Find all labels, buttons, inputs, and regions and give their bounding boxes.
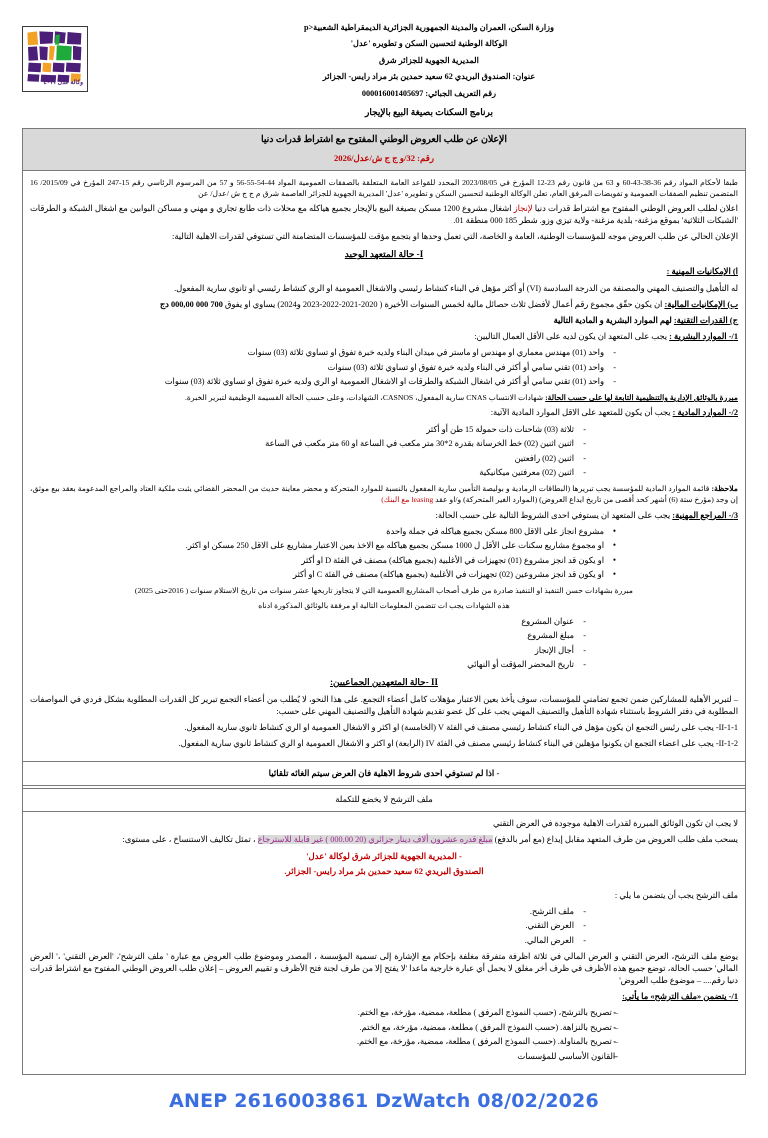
- professional-capacity-heading: [30, 266, 738, 278]
- document-body-lower: [23, 812, 745, 1074]
- professional-capacity-text: له التأهيل والتصنيف المهني والمصنفة من الدرجة السادسة (VI) أو أكثر مؤهل في البناء كنشاط رئيسي والاشغال العمومية او الري كنشاط رئيسي او ثانوي سارية المفعول.: [174, 283, 738, 293]
- regional-direction-line: المديرية الجهوية للجزائر شرق: [379, 55, 479, 65]
- announcement-object-paragraph: [30, 203, 738, 227]
- human-resources-label: 1/- الموارد البشرية :: [669, 332, 738, 342]
- withdrawal-fee-lead: يسحب ملف طلب العروض من طرف المتعهد مقابل إيداع (مع أمر بالدفع): [494, 834, 738, 844]
- anep-footer: [0, 1088, 768, 1116]
- document-body: [23, 171, 745, 761]
- candidacy-content-list: [150, 1007, 618, 1063]
- program-line: برنامج السكنات بصيغة البيع بالإيجار: [365, 107, 493, 118]
- professional-references-list: [150, 526, 618, 582]
- list-item: - ملف الترشح.: [180, 906, 588, 918]
- list-item: - العرض التقني.: [180, 920, 588, 932]
- professional-capacity-label: ا) الإمكانيات المهنية :: [666, 267, 738, 277]
- list-item: - عنوان المشروع: [180, 616, 588, 628]
- material-resources-note-text: قائمة الموارد المادية للمؤسسة يجب تبريرها (البطاقات الرمادية و بوليصة التأمين سارية المفعول بالنسبة للموارد المتحركة و محضر معاينة حديث من المحضر القضائي يثبت ملكية العتاد والمراجع المدعومة بعقد بيع موثق، إن وجد (مؤرخ ستة (6) أشهر كحد أقصى من تاريخ ايداع العروض) (الموارد الغير المتحركة) و/او عقد: [30, 484, 738, 505]
- anep-footer-text: ANEP 2616003861 DzWatch 08/02/2026: [169, 1090, 599, 1113]
- financial-capacity-text: ان يكون حقّق مجموع رقم أعمال لأفضل ثلاث حصائل مالية لخمس السنوات الأخيرة ( 2020-2021-2022-2023 و2024) يساوي او يفوق: [224, 299, 663, 309]
- list-item: - -القانون الأساسي للمؤسسات: [150, 1051, 618, 1063]
- candidacy-content-label: 1/- يتضمن «ملف الترشح» ما يأتي:: [622, 991, 738, 1001]
- technical-capacity-paragraph: [30, 315, 738, 327]
- project-info-list: [180, 616, 588, 672]
- list-item: - العرض المالي.: [180, 935, 588, 947]
- candidacy-file-list: [180, 906, 588, 947]
- eligibility-warning-band: - اذا لم تستوفي احدى شروط الاهلية فان العرض سيتم الغائه تلقائيا: [23, 761, 745, 785]
- material-resources-note-label: ملاحظة:: [711, 484, 738, 494]
- human-resources-text: يجب على المتعهد ان يكون لديه على الأقل العمال التاليين:: [474, 332, 668, 342]
- list-item: • او يكون قد انجز مشروع (01) تجهيزات في الأغلبية (بجميع هياكله) مصنف في الفئة D او أكثر: [150, 555, 618, 567]
- technical-capacity-text: لهم الموارد البشرية و المادية التالية: [553, 315, 672, 325]
- material-resources-list: [180, 424, 588, 480]
- list-item: - – تصريح بالترشح، (حسب النموذج المرفق ) مطلعة، ممضية، مؤرخة، مع الختم.: [150, 1007, 618, 1019]
- header-address-line: عنوان: الصندوق البريدي 62 سعيد حمدين بئر مراد رايس- الجزائر: [322, 72, 536, 82]
- group-bidders-paragraph-3: II-1-2- يجب على اعضاء التجمع ان يكونوا مؤهلين في البناء كنشاط رئيسي مصنف في الفئة IV (الرابعة) او اكثر و الاشغال العمومية او الري كنشاط ثانوي سارية المفعول.: [178, 739, 738, 749]
- list-item: • او يكون قد انجز مشروعين (02) تجهيزات في الأغلبية (بجميع هياكله) مصنف في الفئة C او أكثر: [150, 569, 618, 581]
- list-item: - اثنين اثنين (02) خط الخرسانة بقدرة 2*30 متر مكعب في الساعة او 60 متر مكعب في الساعة: [180, 438, 588, 450]
- announcement-object-rest: اشغال مشروع 1200 مسكن بصيغة البيع بالإيجار بجميع هياكله مع محلات ذات طابع تجاري و مهني و مساكن البوابين مع اشغال الشبكة و الطرقات 'الشبكات الثلاثية' بموقع مزغنة- بلدية مزغنة- ولاية تيزي وزو. شطر 185 000 منطقة 01.: [30, 204, 738, 226]
- logo-caption: وكالة عدل ٤٠١١: [43, 80, 83, 87]
- withdrawal-fee-paragraph: [30, 834, 738, 846]
- material-resources-note: [30, 483, 738, 505]
- technical-offer-note: لا يجب ان تكون الوثائق المبررة لقدرات الاهلية موجودة في العرض التقني: [492, 818, 738, 828]
- announcement-object-lead: اعلان لطلب العروض الوطني المفتوح مع اشتراط قدرات دنيا: [534, 204, 738, 214]
- candidacy-file-intro: ملف الترشح يجب أن يتضمن ما يلي :: [614, 890, 738, 900]
- header-text-block: [24, 22, 744, 120]
- financial-capacity-amount: 700 000 000,00 دج: [159, 299, 223, 309]
- withdrawal-address-line-1: - المديرية الجهوية للجزائر شرق لوكالة 'عدل': [306, 850, 462, 861]
- announcement-object-highlight: لإنجاز: [513, 204, 533, 214]
- list-item: - واحد (01) مهندس معماري او مهندس او ماستر في ميدان البناء ولديه خبرة تفوق او تساوي ثلاثة (03) سنوات: [150, 347, 618, 359]
- section-1-heading: I- حالة المتعهد الوحيد: [344, 249, 424, 260]
- leasing-highlight: leasing مع البنك): [381, 495, 434, 505]
- tax-id-line: رقم التعريف الجبائي: 000016001405697: [361, 88, 497, 98]
- candidacy-content-heading: [30, 991, 738, 1003]
- human-resources-list: [150, 347, 618, 388]
- logo-mosaic: [25, 29, 85, 89]
- professional-references-note: هذه الشهادات يجب ات تتضمن المعلومات التالية او مرفقة بالوثائق المذكورة ادناه: [258, 601, 510, 611]
- list-item: • مشروع انجاز على الاقل 800 مسكن بجميع هياكله في جملة واحدة: [150, 526, 618, 538]
- professional-references-label: 3/- المراجع المهنية:: [672, 510, 738, 520]
- professional-references-paragraph: [30, 510, 738, 522]
- list-item: - واحد (01) تقني سامي أو أكثر في البناء ولديه خبرة تفوق او تساوي ثلاثة (03) سنوات: [150, 362, 618, 374]
- human-resources-note-text: شهادات الانتساب CNAS سارية المفعول، CASNOS، الشهادات، وعلى حسب الحالة القسيمة الوظيفية لتبرير الخبرة.: [184, 393, 544, 403]
- announcement-title-bar: [23, 129, 745, 171]
- technical-capacity-label: ج) القدرات التقنية:: [673, 315, 738, 325]
- document-frame: [22, 128, 746, 1075]
- announcement-reference: رقم: 32/و ج ج ش/عدل/2026: [333, 152, 434, 163]
- human-resources-note-label: مبررة بالوثائق الإدارية والتنظيمية التابعة لها على حسب الحالة:: [545, 393, 738, 403]
- section-2-heading: II -حالة المتعهدين الجماعيين:: [329, 677, 438, 688]
- legal-basis-paragraph: طبقا لأحكام المواد رقم 36-38-43-60 و 63 من قانون رقم 23-12 المؤرخ في 2023/08/05 المحدد للقواعد العامة المتعلقة بالصفقات العمومية المواد 44-54-55-56 و 57 من المرسوم الرئاسي رقم 15-247 المؤرخ في 2015/09/ 16 المتضمن تنظيم الصفقات العمومية و تفويضات المرفق العام، تعلن الوكالة الوطنية لتحسين السكن و تطويره 'عدل' المديرية الجهوية للجزائر العاصمة شرق م ج ج ش /عدل/ عن: [30, 178, 738, 199]
- list-item: • او مجموع مشاريع سكنات على الأقل ل 1000 مسكن بجميع هياكله مع الاخذ بعين الاعتبار مشاريع على الاقل 250 مسكن او اكثر.: [150, 540, 618, 552]
- list-item: - مبلغ المشروع: [180, 630, 588, 642]
- professional-references-text: يجب على المتعهد ان يستوفي احدى الشروط التالية على حسب الحالة:: [435, 510, 671, 520]
- human-resources-note: [30, 392, 738, 403]
- announcement-title: الإعلان عن طلب العروض الوطني المفتوح مع اشتراط قدرات دنيا: [261, 135, 507, 145]
- agency-line: الوكالة الوطنية لتحسين السكن و تطويره 'عدل': [350, 39, 508, 49]
- announcement-scope-paragraph: الإعلان الحالي عن طلب العروض موجه للمؤسسات الوطنية، العامة و الخاصة، التي تعمل وحدها او بتجمع مؤقت للمؤسسات المتضامنة التي تستوفي لقدرات الاهلية التالية:: [172, 232, 738, 242]
- candidacy-file-band: ملف الترشح لا يخضع للتكملة: [23, 788, 745, 812]
- list-item: - ثلاثة (03) شاحنات ذات حمولة 15 طن أو أكثر: [180, 424, 588, 436]
- list-item: - تاريخ المحضر المؤقت أو النهائي: [180, 659, 588, 671]
- group-bidders-paragraph-2: II-1-1- يجب على رئيس التجمع ان يكون مؤهل في البناء كنشاط رئيسي مصنف في الفئة V (الخامسة) او اكثر و الاشغال العمومية او الري كنشاط ثانوي سارية المفعول.: [184, 723, 738, 733]
- list-item: - – تصريح بالنزاهة. (حسب النموذج المرفق ) مطلعة، ممضية، مؤرخة، مع الختم.: [150, 1022, 618, 1034]
- document-header: [0, 0, 768, 128]
- envelope-placement-paragraph: يوضع ملف الترشح، العرض التقني و العرض المالي في ثلاثة اظرفة متفرقة مغلفة بإحكام مع الإشارة إلى تسمية المؤسسة ، المصدر وموضوع طلب العروض مع عبارة ' ملف الترشح'، 'العرض التقني' ،' العرض المالي' حسب الحالة، توضع جميع هذه الأظرف في ظرف أخر مغلق لا يحمل أي عبارة خارجية ماعدا 'لا يفتح إلا من طرف لجنة فتح الأظرف و تقييم العروض – إعلان طلب العروض الوطني المفتوح مع اشتراط قدرات دنيا رقم.... – موضوع طلب العروض': [30, 951, 738, 985]
- human-resources-paragraph: [30, 331, 738, 343]
- material-resources-label: 2/- الموارد المادية :: [672, 408, 738, 418]
- material-resources-text: يجب أن يكون للمتعهد على الاقل الموارد المادية الآتية:: [490, 408, 671, 418]
- material-resources-paragraph: [30, 407, 738, 419]
- list-item: - أجال الإنجاز: [180, 645, 588, 657]
- financial-capacity-label: ب) الإمكانيات المالية:: [664, 299, 738, 309]
- withdrawal-address-line-2: الصندوق البريدي 62 سعيد حمدين بئر مراد رايس- الجزائر.: [284, 866, 484, 877]
- list-item: - واحد (01) تقني سامي أو أكثر في اشغال الشبكة والطرقات او الاشغال العمومية او الري ولديه خبرة تفوق او تساوي ثلاثة (03) سنوات: [150, 376, 618, 388]
- list-item: - – تصريح بالمناولة. (حسب النموذج المرفق ) مطلعة، ممضية، مؤرخة، مع الختم.: [150, 1036, 618, 1048]
- group-bidders-paragraph-1: – لتبرير الأهلية للمشاركين ضمن تجمع تضامني للمؤسسات، سوف يأخذ بعين الاعتبار مؤهلات كامل أعضاء التجمع. على هذا النحو، لا يُطلب من أعضاء التجمع تبرير كل القدرات المطلوبة بشكل فردي في المواصفات المطلوبة في دفتر الشروط باستثناء شهادة التأهيل والتصنيف المهني يجب على كل عضو تقديم شهادة التأهيل والتصنيف المهني على حسب:: [30, 695, 738, 717]
- list-item: - اثنين (02) معرفتين ميكانيكية: [180, 467, 588, 479]
- professional-references-justification: مبررة بشهادات حسن التنفيذ او التنفيذ صادرة من طرف أصحاب المشاريع العمومية التي لا يتجاوز تاريخها عشر سنوات من تاريخ الاستلام سنوات ( 2016حتى 2025): [134, 586, 634, 596]
- financial-capacity-paragraph: [30, 299, 738, 311]
- withdrawal-fee-tail: ، تمثل تكاليف الاستنساخ ، على مستوى:: [122, 834, 256, 844]
- list-item: - اثنين (02) رافعتين: [180, 453, 588, 465]
- ministry-line: وزارة السكن، العمران والمدينة الجمهورية الجزائرية الديمقراطية الشعبية<p: [303, 23, 555, 32]
- withdrawal-fee-amount: مبلغ قدره عشرون ألاف دينار جزائري (20 000.00 ) غير قابلة للاسترجاع: [257, 834, 493, 844]
- adl-agency-logo: [22, 26, 88, 92]
